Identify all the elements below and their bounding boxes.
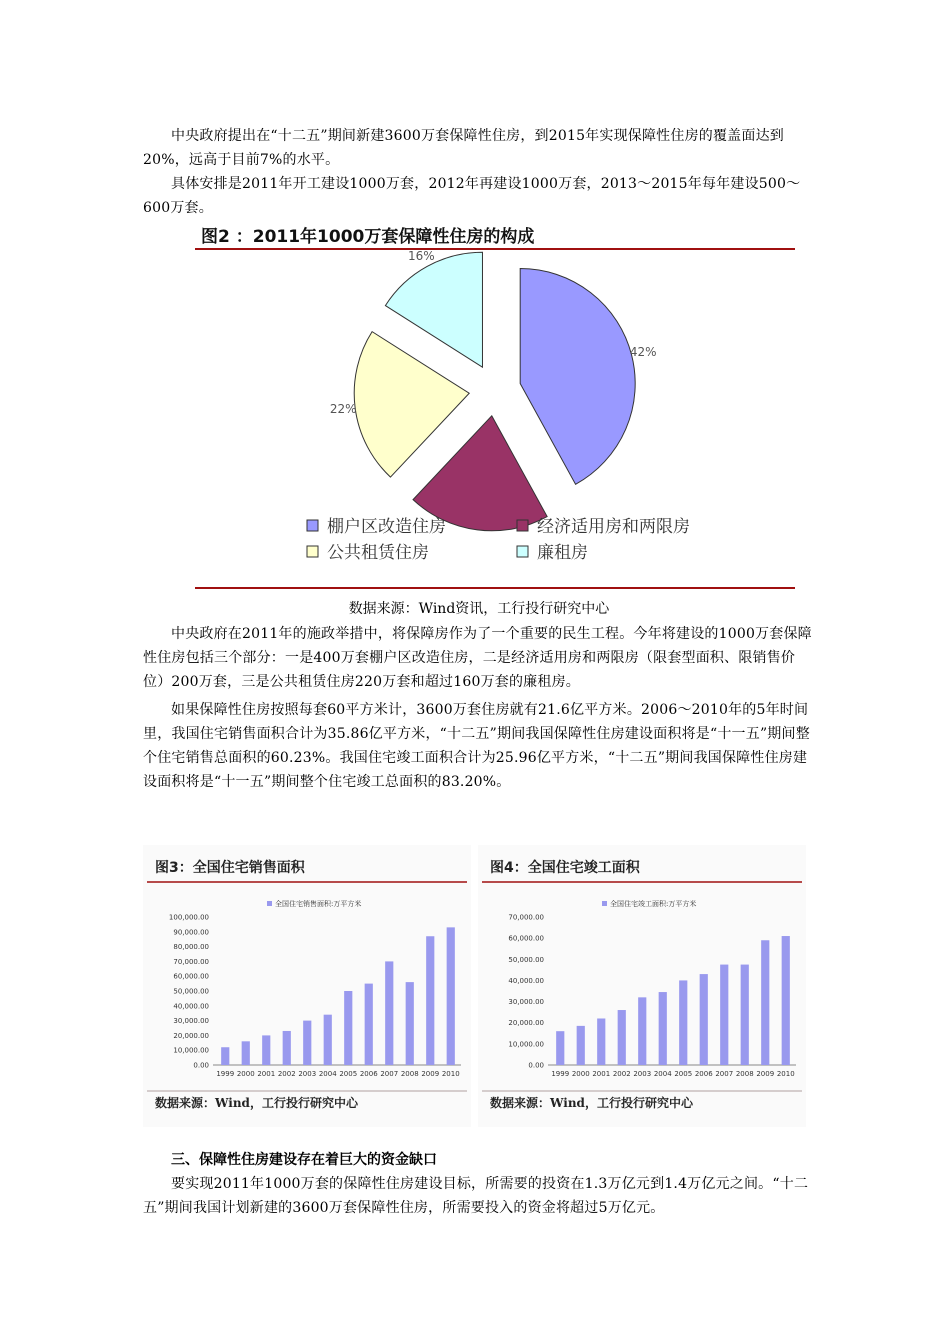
x-tick-label: 2001 [592,1070,611,1078]
pie-value-label: 42% [629,344,657,359]
x-tick-label: 2007 [715,1070,734,1078]
x-tick-label: 2006 [359,1070,378,1078]
bar [638,997,646,1065]
sales-area-figure [143,845,471,1127]
bar [577,1026,585,1065]
x-tick-label: 2004 [318,1070,337,1078]
pie-source-caption: 数据来源：Wind资讯，工行投行研究中心 [348,601,610,617]
bar [262,1035,270,1065]
y-tick-label: 40,000.00 [173,1002,209,1011]
bar [720,965,728,1065]
x-tick-label: 2008 [400,1070,419,1078]
x-tick-label: 2010 [776,1070,795,1078]
bar [597,1018,605,1065]
bar [618,1010,626,1065]
legend-label: 经济适用房和两限房 [537,517,690,537]
pie-chart [195,222,795,592]
bar [447,927,455,1065]
legend-label: 廉租房 [537,543,588,563]
x-tick-label: 2005 [339,1070,358,1078]
bar [324,1015,332,1065]
y-tick-label: 90,000.00 [173,928,209,937]
bar [679,980,687,1065]
pie-value-label: 16% [407,248,435,263]
x-tick-label: 2002 [277,1070,296,1078]
bar [426,936,434,1065]
pie-chart-title: 图2 ：2011年1000万套保障性住房的构成 [201,227,535,247]
bar [365,984,373,1065]
completed-area-bar-chart [478,845,806,1127]
paragraph-intro: 中央政府提出在“十二五”期间新建3600万套保障性住房，到2015年实现保障性住房的覆盖面达到20%，远高于目前7%的水平。 [143,128,784,168]
chart-source-label: 数据来源：Wind，工行投行研究中心 [490,1096,693,1110]
legend-swatch [267,901,272,906]
bar [385,961,393,1065]
bar [344,991,352,1065]
section-heading: 三、保障性住房建设存在着巨大的资金缺口 [171,1152,437,1168]
y-tick-label: 10,000.00 [508,1040,544,1049]
x-tick-label: 2009 [756,1070,775,1078]
x-tick-label: 2008 [735,1070,754,1078]
legend-swatch [307,546,318,557]
bar [741,965,749,1065]
legend-label: 棚户区改造住房 [327,517,446,537]
legend-swatch [602,901,607,906]
y-tick-label: 60,000.00 [508,934,544,943]
y-tick-label: 0.00 [193,1061,209,1070]
paragraph-measures: 中央政府在2011年的施政举措中，将保障房作为了一个重要的民生工程。今年将建设的1000万套保障性住房包括三个部分：一是400万套棚户区改造住房，二是经济适用房和两限房（限套型面积、限销售价位）200万套，三是公共租赁住房220万套和超过160万套的廉租房。 [143,626,812,690]
x-tick-label: 1999 [216,1070,235,1078]
y-tick-label: 50,000.00 [173,987,209,996]
y-tick-label: 30,000.00 [173,1017,209,1026]
legend-swatch [517,546,528,557]
bar [782,936,790,1065]
x-tick-label: 2003 [633,1070,652,1078]
y-tick-label: 100,000.00 [168,913,209,922]
bar [242,1041,250,1065]
y-tick-label: 40,000.00 [508,976,544,985]
legend-label: 公共租赁住房 [327,543,429,563]
chart-source-label: 数据来源：Wind，工行投行研究中心 [155,1096,358,1110]
x-tick-label: 2005 [674,1070,693,1078]
bar [303,1021,311,1065]
x-tick-label: 2003 [298,1070,317,1078]
x-tick-label: 1999 [551,1070,570,1078]
bar [700,974,708,1065]
y-tick-label: 10,000.00 [173,1046,209,1055]
x-tick-label: 2000 [236,1070,255,1078]
paragraph-schedule: 具体安排是2011年开工建设1000万套，2012年再建设1000万套，2013～2015年每年建设500～600万套。 [143,176,801,216]
x-tick-label: 2007 [380,1070,399,1078]
y-tick-label: 70,000.00 [173,957,209,966]
y-tick-label: 60,000.00 [173,972,209,981]
x-tick-label: 2004 [653,1070,672,1078]
legend-swatch [307,520,318,531]
pie-figure [195,222,795,592]
legend-label: 全国住宅销售面积:万平方米 [275,900,362,908]
pie-value-label: 22% [329,402,357,417]
bar [283,1031,291,1065]
y-tick-label: 50,000.00 [508,955,544,964]
paragraph-funding: 要实现2011年1000万套的保障性住房建设目标，所需要的投资在1.3万亿元到1.4万亿元之间。“十二五”期间我国计划新建的3600万套保障性住房，所需要投入的资金将超过5万亿元。 [143,1176,809,1216]
x-tick-label: 2009 [421,1070,440,1078]
slice-public-rental [354,332,469,477]
x-tick-label: 2010 [441,1070,460,1078]
y-tick-label: 20,000.00 [173,1031,209,1040]
y-tick-label: 20,000.00 [508,1019,544,1028]
x-tick-label: 2002 [612,1070,631,1078]
bar [659,992,667,1065]
paragraph-area: 如果保障性住房按照每套60平方米计，3600万套住房就有21.6亿平方米。2006～2010年的5年时间里，我国住宅销售面积合计为35.86亿平方米，“十二五”期间我国保障性住房建设面积将是“十一五”期间整个住宅销售总面积的60.23%。我国住宅竣工面积合计为25.96亿平方米，“十二五”期间我国保障性住房建设面积将是“十一五”期间整个住宅竣工总面积的83.20%。 [143,702,810,790]
bar [761,940,769,1065]
sales-area-bar-chart [143,845,471,1127]
y-tick-label: 70,000.00 [508,913,544,922]
bar [556,1031,564,1065]
bar [406,982,414,1065]
legend-label: 全国住宅竣工面积:万平方米 [610,900,697,908]
slice-affordable-housing [413,416,547,531]
y-tick-label: 0.00 [528,1061,544,1070]
y-tick-label: 80,000.00 [173,943,209,952]
slice-slum-renovation [520,269,635,485]
bar [221,1047,229,1065]
legend-swatch [517,520,528,531]
x-tick-label: 2001 [257,1070,276,1078]
bar-chart-title: 图3：全国住宅销售面积 [155,860,305,876]
y-tick-label: 30,000.00 [508,998,544,1007]
bar-chart-title: 图4：全国住宅竣工面积 [490,860,640,876]
x-tick-label: 2006 [694,1070,713,1078]
completed-area-figure [478,845,806,1127]
x-tick-label: 2000 [571,1070,590,1078]
